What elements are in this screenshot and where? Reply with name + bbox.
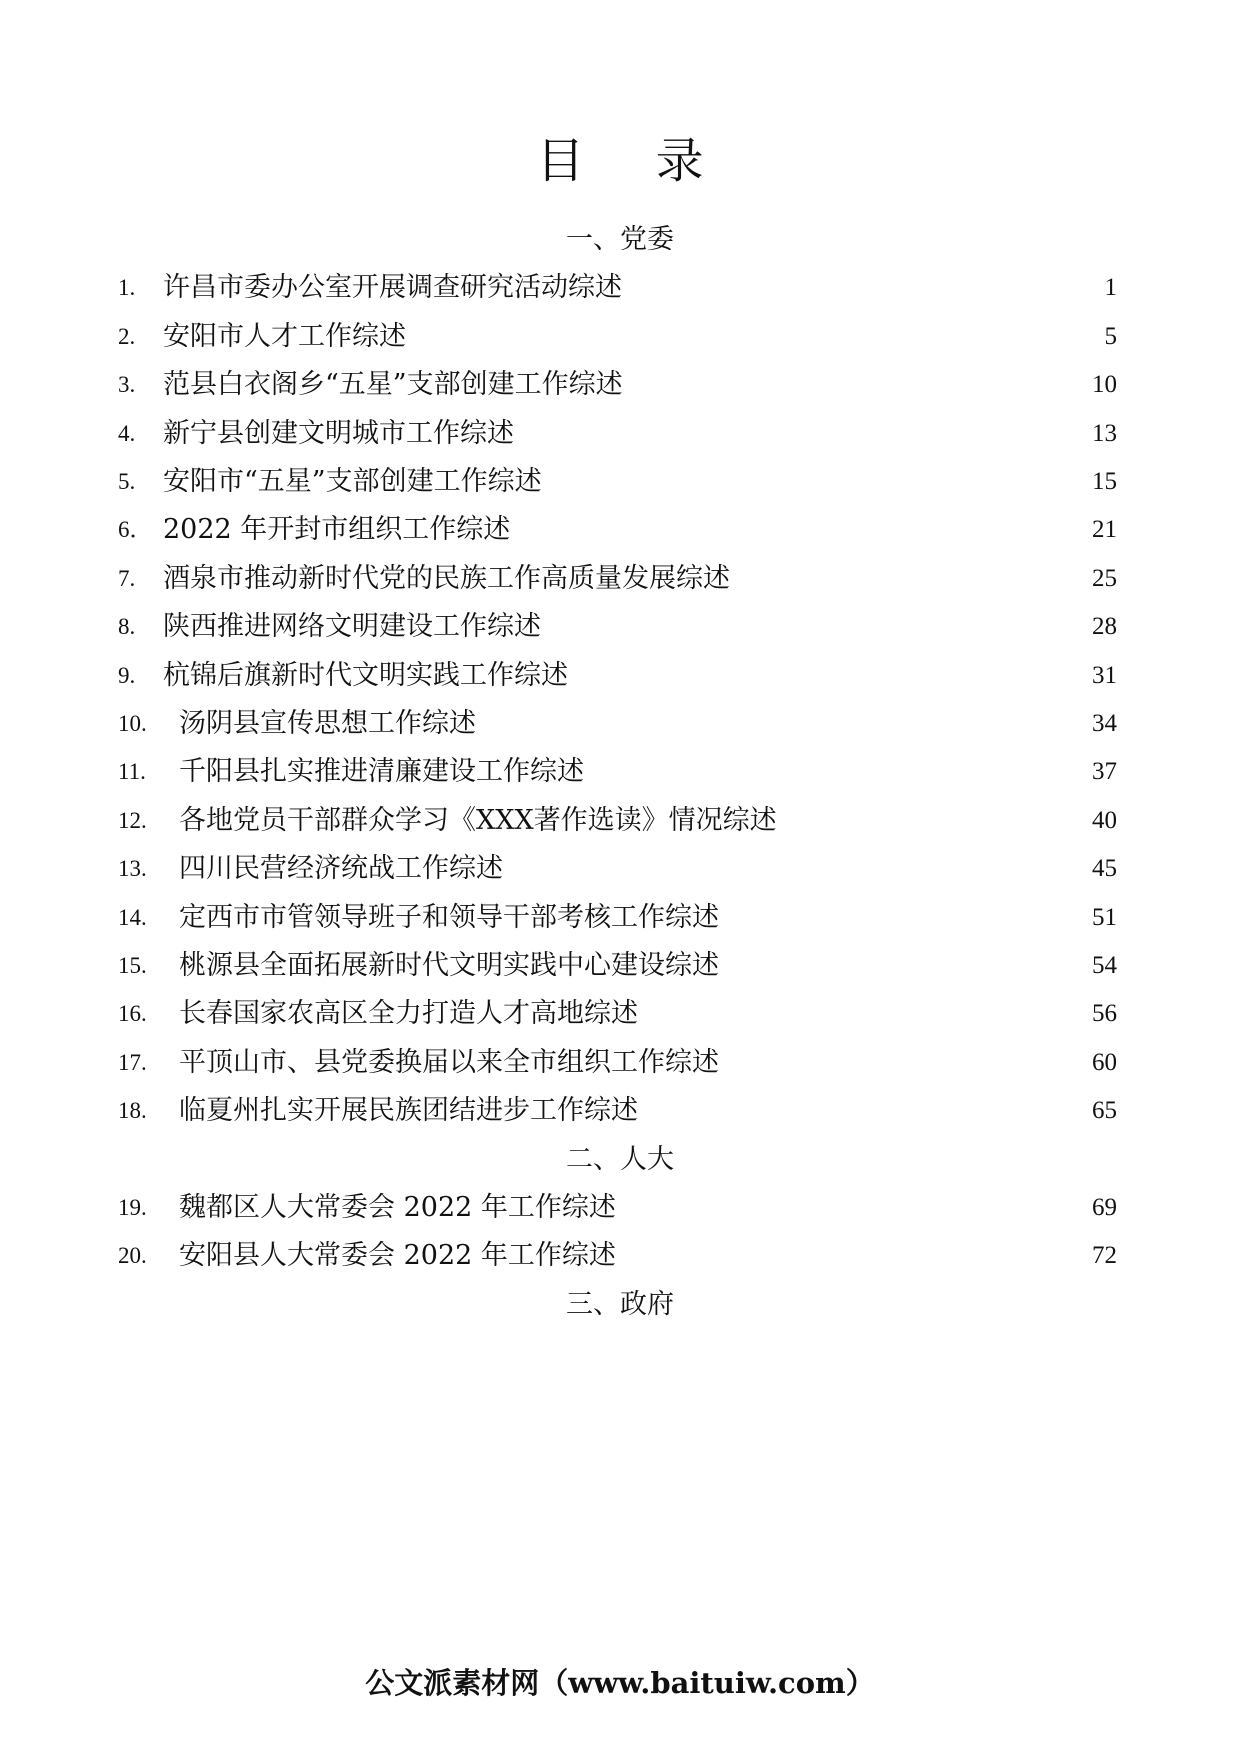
toc-entry[interactable] <box>0 649 1240 703</box>
toc-entry-title: 魏都区人大常委会 2022 年工作综述 <box>179 1192 616 1223</box>
toc-entry[interactable] <box>0 891 1240 945</box>
toc-entry-page-number: 65 <box>1092 1097 1117 1125</box>
toc-entry[interactable] <box>0 600 1240 654</box>
toc-entry-title: 临夏州扎实开展民族团结进步工作综述 <box>179 1095 638 1127</box>
toc-entry-page-number: 40 <box>1092 806 1117 834</box>
toc-entry-title: 千阳县扎实推进清廉建设工作综述 <box>179 756 584 788</box>
toc-entry-title: 新宁县创建文明城市工作综述 <box>163 417 514 449</box>
toc-entry[interactable] <box>0 455 1240 509</box>
toc-entry[interactable] <box>0 939 1240 993</box>
toc-entry-number: 19. <box>118 1195 147 1220</box>
toc-entry-page-number: 37 <box>1092 758 1117 786</box>
toc-entry-number: 6． <box>118 517 153 543</box>
toc-entry-title: 陕西推进网络文明建设工作综述 <box>163 611 541 643</box>
section-heading: 三、政府 <box>566 1288 674 1320</box>
toc-entry-title: 安阳县人大常委会 2022 年工作综述 <box>179 1240 616 1272</box>
toc-entry-page-number: 34 <box>1092 710 1117 737</box>
toc-entry-page-number: 5 <box>1104 322 1117 350</box>
toc-entry-page-number: 10 <box>1092 371 1117 399</box>
toc-entry-title: 酒泉市推动新时代党的民族工作高质量发展综述 <box>163 562 730 594</box>
toc-entry-number: 2. <box>118 323 136 349</box>
toc-entry[interactable] <box>0 358 1240 412</box>
toc-entry[interactable] <box>0 261 1240 315</box>
toc-entry-number: 8. <box>118 614 136 640</box>
toc-entry[interactable] <box>0 1229 1240 1283</box>
toc-entry-number: 12. <box>118 807 147 833</box>
toc-entry-number: 1. <box>118 275 136 301</box>
toc-entry-page-number: 1 <box>1104 274 1117 302</box>
toc-entry-number: 11. <box>118 759 146 785</box>
section-heading: 一、党委 <box>566 224 674 255</box>
toc-entry-number: 10. <box>118 711 147 736</box>
toc-entry-page-number: 51 <box>1092 903 1117 931</box>
toc-entry[interactable] <box>0 407 1240 461</box>
toc-entry-number: 13. <box>118 856 147 882</box>
toc-entry-title: 杭锦后旗新时代文明实践工作综述 <box>163 659 568 691</box>
toc-entry-title: 汤阴县宣传思想工作综述 <box>179 708 476 739</box>
toc-entry-page-number: 54 <box>1092 952 1117 979</box>
toc-entry[interactable] <box>0 1084 1240 1138</box>
footer-watermark: 公文派素材网（www.baituiw.com） <box>365 1666 875 1700</box>
toc-entry-number: 14. <box>118 904 147 930</box>
toc-entry-title: 桃源县全面拓展新时代文明实践中心建设综述 <box>179 950 719 981</box>
toc-entry-title: 定西市市管领导班子和领导干部考核工作综述 <box>179 901 719 933</box>
toc-entry-number: 18. <box>118 1098 147 1124</box>
toc-entry-page-number: 72 <box>1092 1242 1117 1270</box>
toc-entry-number: 20. <box>118 1243 147 1269</box>
toc-entry-title: 安阳市人才工作综述 <box>163 320 406 352</box>
section-heading: 二、人大 <box>566 1143 674 1175</box>
toc-entry-title: 安阳市“五星”支部创建工作综述 <box>163 466 542 497</box>
toc-entry[interactable] <box>0 552 1240 606</box>
toc-entry-page-number: 31 <box>1092 661 1117 689</box>
toc-entry[interactable] <box>0 745 1240 799</box>
toc-entry-page-number: 45 <box>1092 855 1117 883</box>
toc-entry-page-number: 13 <box>1092 419 1117 447</box>
toc-entry[interactable] <box>0 503 1240 557</box>
toc-entry[interactable] <box>0 697 1240 751</box>
toc-entry[interactable] <box>0 794 1240 848</box>
toc-entry-page-number: 56 <box>1092 1000 1117 1028</box>
toc-entry[interactable] <box>0 1181 1240 1235</box>
toc-entry[interactable] <box>0 1036 1240 1090</box>
toc-entry-page-number: 69 <box>1092 1194 1117 1221</box>
toc-entry-number: 9. <box>118 662 136 688</box>
toc-entry-title: 平顶山市、县党委换届以来全市组织工作综述 <box>179 1046 719 1078</box>
toc-entry-number: 7. <box>118 565 136 591</box>
toc-entry-page-number: 28 <box>1092 613 1117 641</box>
page-title: 目 录 <box>536 133 732 189</box>
toc-entry-title: 各地党员干部群众学习《XXX著作选读》情况综述 <box>179 804 777 836</box>
toc-entry-page-number: 25 <box>1092 564 1117 592</box>
toc-entry-title: 范县白衣阁乡“五星”支部创建工作综述 <box>163 369 623 401</box>
toc-entry-number: 17. <box>118 1049 147 1075</box>
toc-entry-page-number: 21 <box>1092 516 1117 544</box>
toc-entry-page-number: 15 <box>1092 468 1117 495</box>
toc-entry-number: 15. <box>118 953 147 978</box>
toc-entry-number: 5. <box>118 469 136 494</box>
toc-entry-title: 许昌市委办公室开展调查研究活动综述 <box>163 272 622 304</box>
toc-entry-number: 16. <box>118 1001 147 1027</box>
toc-entry[interactable] <box>0 310 1240 364</box>
toc-entry-title: 四川民营经济统战工作综述 <box>179 853 503 885</box>
toc-entry-number: 3. <box>118 372 136 398</box>
toc-entry-title: 长春国家农高区全力打造人才高地综述 <box>179 998 638 1030</box>
toc-entry[interactable] <box>0 842 1240 896</box>
toc-entry-page-number: 60 <box>1092 1048 1117 1076</box>
toc-entry[interactable] <box>0 987 1240 1041</box>
toc-entry-number: 4. <box>118 420 136 446</box>
toc-entry-title: 2022 年开封市组织工作综述 <box>163 514 511 546</box>
